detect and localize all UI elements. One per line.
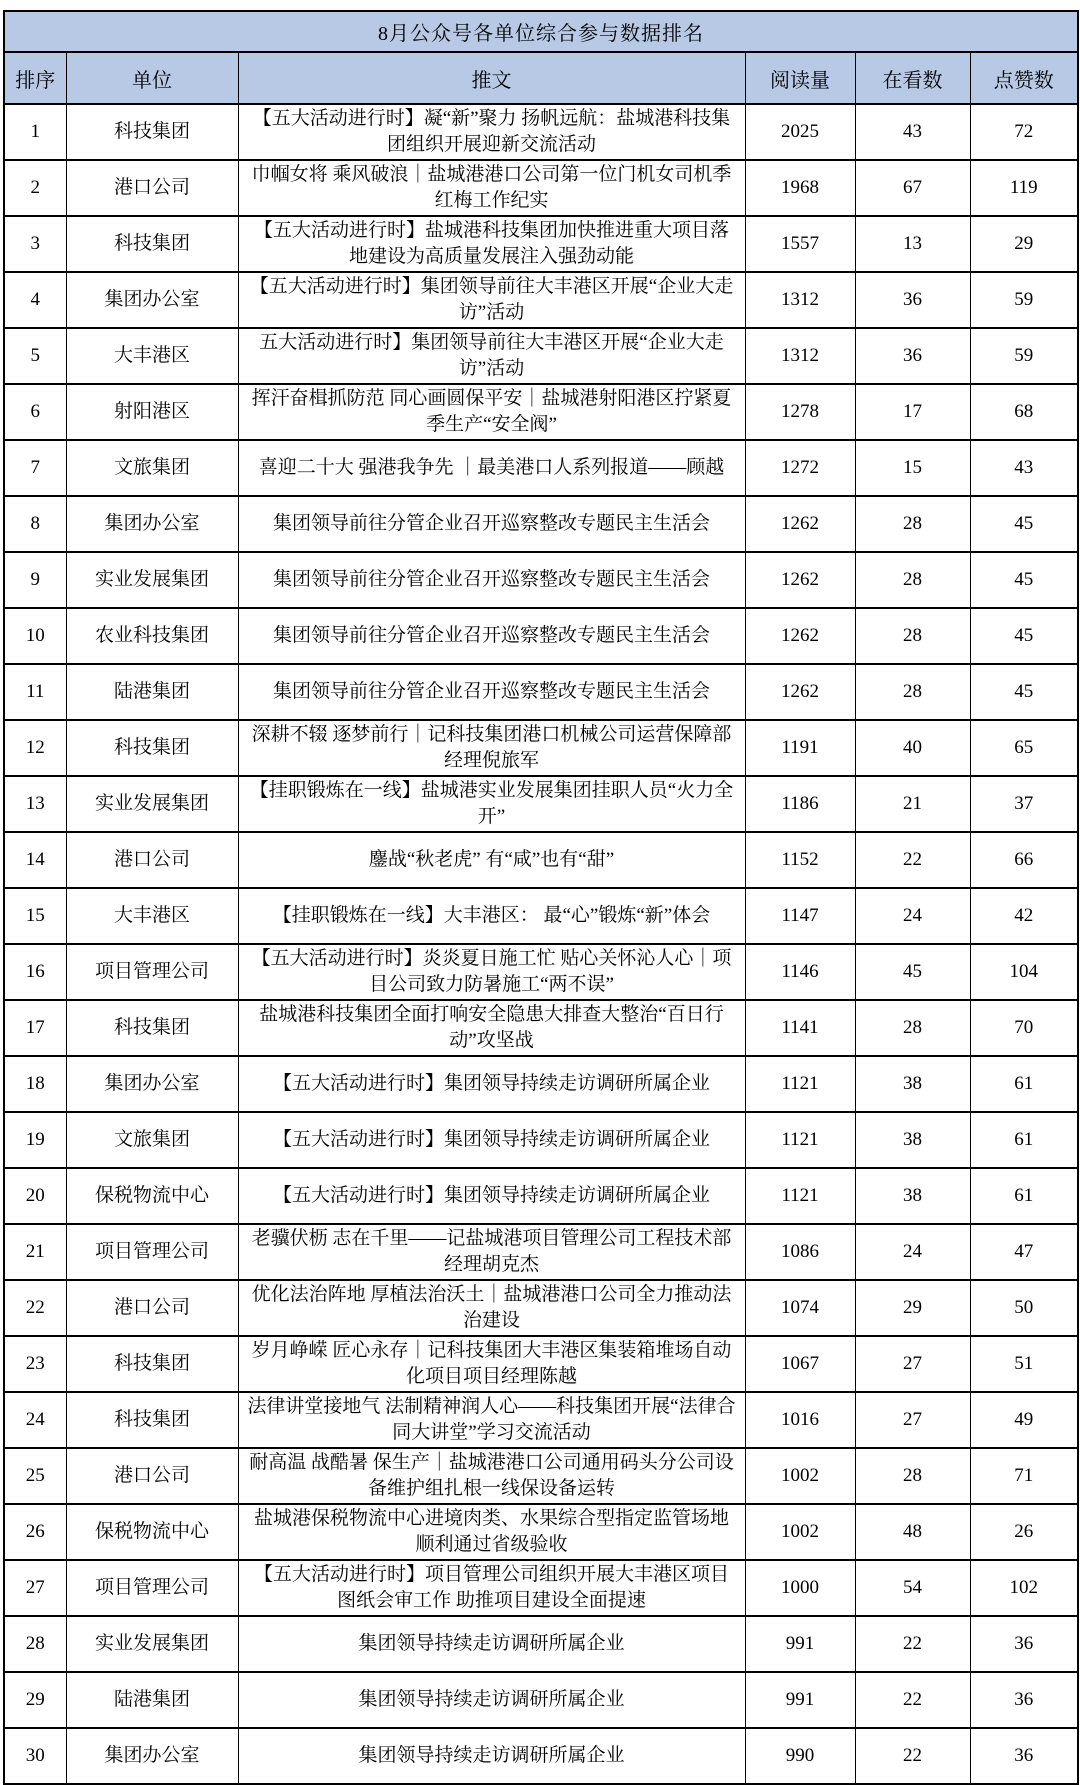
reads-cell: 1086 [745,1224,855,1280]
watching-cell: 29 [855,1280,970,1336]
likes-cell: 68 [970,384,1078,440]
unit-cell: 实业发展集团 [66,776,238,832]
unit-cell: 科技集团 [66,104,238,160]
rank-cell: 26 [4,1504,66,1560]
rank-cell: 24 [4,1392,66,1448]
table-row [4,832,1078,888]
reads-cell: 1968 [745,160,855,216]
table-row [4,272,1078,328]
likes-cell: 61 [970,1056,1078,1112]
likes-cell: 45 [970,608,1078,664]
tweet-cell: 【五大活动进行时】集团领导持续走访调研所属企业 [238,1056,745,1112]
table-row [4,496,1078,552]
tweet-cell: 喜迎二十大 强港我争先 ｜最美港口人系列报道——顾越 [238,440,745,496]
tweet-cell: 集团领导前往分管企业召开巡察整改专题民主生活会 [238,552,745,608]
unit-cell: 陆港集团 [66,664,238,720]
table-row [4,1672,1078,1728]
watching-cell: 67 [855,160,970,216]
watching-cell: 28 [855,496,970,552]
unit-cell: 保税物流中心 [66,1168,238,1224]
likes-cell: 51 [970,1336,1078,1392]
likes-cell: 45 [970,552,1078,608]
likes-cell: 50 [970,1280,1078,1336]
rank-cell: 30 [4,1728,66,1784]
table-row [4,1280,1078,1336]
unit-cell: 实业发展集团 [66,1616,238,1672]
unit-cell: 科技集团 [66,216,238,272]
rank-cell: 20 [4,1168,66,1224]
rank-cell: 27 [4,1560,66,1616]
likes-cell: 29 [970,216,1078,272]
rank-cell: 25 [4,1448,66,1504]
tweet-cell: 集团领导前往分管企业召开巡察整改专题民主生活会 [238,496,745,552]
reads-cell: 1121 [745,1056,855,1112]
unit-cell: 大丰港区 [66,888,238,944]
tweet-cell: 【五大活动进行时】集团领导持续走访调研所属企业 [238,1112,745,1168]
likes-cell: 49 [970,1392,1078,1448]
unit-cell: 文旅集团 [66,1112,238,1168]
watching-cell: 36 [855,328,970,384]
watching-cell: 22 [855,832,970,888]
watching-cell: 22 [855,1728,970,1784]
table-title-row [4,11,1078,52]
table-row [4,664,1078,720]
tweet-cell: 五大活动进行时】集团领导前往大丰港区开展“企业大走访”活动 [238,328,745,384]
rank-cell: 28 [4,1616,66,1672]
watching-cell: 28 [855,1000,970,1056]
tweet-cell: 【五大活动进行时】炎炎夏日施工忙 贴心关怀沁人心｜项目公司致力防暑施工“两不误” [238,944,745,1000]
reads-cell: 1312 [745,328,855,384]
watching-cell: 38 [855,1168,970,1224]
rank-cell: 7 [4,440,66,496]
likes-cell: 71 [970,1448,1078,1504]
rank-cell: 4 [4,272,66,328]
table-row [4,720,1078,776]
likes-cell: 45 [970,664,1078,720]
likes-cell: 119 [970,160,1078,216]
column-header-rank: 排序 [4,52,66,104]
table-row [4,1448,1078,1504]
watching-cell: 28 [855,1448,970,1504]
likes-cell: 72 [970,104,1078,160]
reads-cell: 2025 [745,104,855,160]
likes-cell: 66 [970,832,1078,888]
reads-cell: 1272 [745,440,855,496]
watching-cell: 38 [855,1056,970,1112]
tweet-cell: 深耕不辍 逐梦前行｜记科技集团港口机械公司运营保障部经理倪旅军 [238,720,745,776]
reads-cell: 1191 [745,720,855,776]
unit-cell: 科技集团 [66,1392,238,1448]
tweet-cell: 集团领导持续走访调研所属企业 [238,1728,745,1784]
rank-cell: 14 [4,832,66,888]
rank-cell: 15 [4,888,66,944]
rank-cell: 16 [4,944,66,1000]
tweet-cell: 巾帼女将 乘风破浪｜盐城港港口公司第一位门机女司机季红梅工作纪实 [238,160,745,216]
reads-cell: 1262 [745,552,855,608]
watching-cell: 45 [855,944,970,1000]
likes-cell: 42 [970,888,1078,944]
reads-cell: 1186 [745,776,855,832]
unit-cell: 射阳港区 [66,384,238,440]
table-row [4,104,1078,160]
table-header-row [4,52,1078,104]
watching-cell: 54 [855,1560,970,1616]
column-header-watching: 在看数 [855,52,970,104]
tweet-cell: 【五大活动进行时】集团领导前往大丰港区开展“企业大走访”活动 [238,272,745,328]
rank-cell: 17 [4,1000,66,1056]
table-row [4,552,1078,608]
table-row [4,384,1078,440]
watching-cell: 38 [855,1112,970,1168]
rank-cell: 19 [4,1112,66,1168]
watching-cell: 27 [855,1392,970,1448]
likes-cell: 43 [970,440,1078,496]
likes-cell: 65 [970,720,1078,776]
reads-cell: 1278 [745,384,855,440]
unit-cell: 港口公司 [66,832,238,888]
watching-cell: 43 [855,104,970,160]
unit-cell: 大丰港区 [66,328,238,384]
likes-cell: 45 [970,496,1078,552]
table-title: 8月公众号各单位综合参与数据排名 [4,11,1078,52]
unit-cell: 实业发展集团 [66,552,238,608]
rank-cell: 1 [4,104,66,160]
unit-cell: 科技集团 [66,720,238,776]
reads-cell: 1141 [745,1000,855,1056]
likes-cell: 26 [970,1504,1078,1560]
rank-cell: 12 [4,720,66,776]
likes-cell: 70 [970,1000,1078,1056]
tweet-cell: 盐城港保税物流中心进境肉类、水果综合型指定监管场地顺利通过省级验收 [238,1504,745,1560]
watching-cell: 28 [855,552,970,608]
tweet-cell: 鏖战“秋老虎” 有“咸”也有“甜” [238,832,745,888]
rank-cell: 23 [4,1336,66,1392]
unit-cell: 港口公司 [66,160,238,216]
likes-cell: 59 [970,272,1078,328]
likes-cell: 36 [970,1728,1078,1784]
table-row [4,1224,1078,1280]
tweet-cell: 优化法治阵地 厚植法治沃土｜盐城港港口公司全力推动法治建设 [238,1280,745,1336]
tweet-cell: 挥汗奋楫抓防范 同心画圆保平安｜盐城港射阳港区拧紧夏季生产“安全阀” [238,384,745,440]
unit-cell: 项目管理公司 [66,944,238,1000]
watching-cell: 22 [855,1672,970,1728]
watching-cell: 36 [855,272,970,328]
tweet-cell: 【五大活动进行时】盐城港科技集团加快推进重大项目落地建设为高质量发展注入强劲动能 [238,216,745,272]
reads-cell: 1312 [745,272,855,328]
table-row [4,1560,1078,1616]
table-row [4,440,1078,496]
tweet-cell: 集团领导前往分管企业召开巡察整改专题民主生活会 [238,664,745,720]
tweet-cell: 岁月峥嵘 匠心永存｜记科技集团大丰港区集装箱堆场自动化项目项目经理陈越 [238,1336,745,1392]
tweet-cell: 【五大活动进行时】项目管理公司组织开展大丰港区项目图纸会审工作 助推项目建设全面提速 [238,1560,745,1616]
tweet-cell: 法律讲堂接地气 法制精神润人心——科技集团开展“法律合同大讲堂”学习交流活动 [238,1392,745,1448]
tweet-cell: 集团领导持续走访调研所属企业 [238,1616,745,1672]
likes-cell: 102 [970,1560,1078,1616]
watching-cell: 28 [855,664,970,720]
reads-cell: 1152 [745,832,855,888]
reads-cell: 1121 [745,1112,855,1168]
watching-cell: 24 [855,888,970,944]
reads-cell: 1002 [745,1504,855,1560]
tweet-cell: 集团领导持续走访调研所属企业 [238,1672,745,1728]
unit-cell: 集团办公室 [66,1056,238,1112]
rank-cell: 22 [4,1280,66,1336]
unit-cell: 项目管理公司 [66,1560,238,1616]
rank-cell: 13 [4,776,66,832]
unit-cell: 陆港集团 [66,1672,238,1728]
table-row [4,1168,1078,1224]
reads-cell: 990 [745,1728,855,1784]
table-row [4,1112,1078,1168]
unit-cell: 科技集团 [66,1336,238,1392]
likes-cell: 47 [970,1224,1078,1280]
tweet-cell: 【五大活动进行时】凝“新”聚力 扬帆远航：盐城港科技集团组织开展迎新交流活动 [238,104,745,160]
unit-cell: 集团办公室 [66,272,238,328]
reads-cell: 1000 [745,1560,855,1616]
reads-cell: 1262 [745,664,855,720]
unit-cell: 港口公司 [66,1280,238,1336]
reads-cell: 1067 [745,1336,855,1392]
unit-cell: 集团办公室 [66,1728,238,1784]
table-row [4,1336,1078,1392]
watching-cell: 17 [855,384,970,440]
table-row [4,328,1078,384]
rank-cell: 10 [4,608,66,664]
table-row [4,1056,1078,1112]
table-row [4,160,1078,216]
rank-cell: 5 [4,328,66,384]
reads-cell: 991 [745,1672,855,1728]
column-header-likes: 点赞数 [970,52,1078,104]
likes-cell: 61 [970,1168,1078,1224]
reads-cell: 1074 [745,1280,855,1336]
column-header-reads: 阅读量 [745,52,855,104]
watching-cell: 22 [855,1616,970,1672]
rank-cell: 21 [4,1224,66,1280]
tweet-cell: 【五大活动进行时】集团领导持续走访调研所属企业 [238,1168,745,1224]
tweet-cell: 集团领导前往分管企业召开巡察整改专题民主生活会 [238,608,745,664]
table-row [4,776,1078,832]
watching-cell: 13 [855,216,970,272]
rank-cell: 29 [4,1672,66,1728]
rank-cell: 18 [4,1056,66,1112]
tweet-cell: 耐高温 战酷暑 保生产｜盐城港港口公司通用码头分公司设备维护组扎根一线保设备运转 [238,1448,745,1504]
unit-cell: 保税物流中心 [66,1504,238,1560]
reads-cell: 1016 [745,1392,855,1448]
table-row [4,1728,1078,1784]
rank-cell: 8 [4,496,66,552]
unit-cell: 科技集团 [66,1000,238,1056]
reads-cell: 1557 [745,216,855,272]
watching-cell: 15 [855,440,970,496]
reads-cell: 1262 [745,608,855,664]
unit-cell: 项目管理公司 [66,1224,238,1280]
table-body [4,104,1078,1784]
likes-cell: 36 [970,1672,1078,1728]
table-row [4,608,1078,664]
tweet-cell: 【挂职锻炼在一线】大丰港区： 最“心”锻炼“新”体会 [238,888,745,944]
tweet-cell: 老骥伏枥 志在千里——记盐城港项目管理公司工程技术部经理胡克杰 [238,1224,745,1280]
reads-cell: 1121 [745,1168,855,1224]
unit-cell: 文旅集团 [66,440,238,496]
tweet-cell: 盐城港科技集团全面打响安全隐患大排查大整治“百日行动”攻坚战 [238,1000,745,1056]
table-row [4,944,1078,1000]
likes-cell: 104 [970,944,1078,1000]
rank-cell: 11 [4,664,66,720]
rank-cell: 2 [4,160,66,216]
reads-cell: 1146 [745,944,855,1000]
ranking-table [3,10,1079,1785]
column-header-unit: 单位 [66,52,238,104]
column-header-tweet: 推文 [238,52,745,104]
likes-cell: 61 [970,1112,1078,1168]
reads-cell: 1262 [745,496,855,552]
unit-cell: 港口公司 [66,1448,238,1504]
table-row [4,888,1078,944]
reads-cell: 1002 [745,1448,855,1504]
likes-cell: 59 [970,328,1078,384]
watching-cell: 21 [855,776,970,832]
likes-cell: 37 [970,776,1078,832]
tweet-cell: 【挂职锻炼在一线】盐城港实业发展集团挂职人员“火力全开” [238,776,745,832]
reads-cell: 1147 [745,888,855,944]
table-row [4,1392,1078,1448]
unit-cell: 农业科技集团 [66,608,238,664]
watching-cell: 24 [855,1224,970,1280]
table-row [4,1504,1078,1560]
watching-cell: 48 [855,1504,970,1560]
likes-cell: 36 [970,1616,1078,1672]
watching-cell: 40 [855,720,970,776]
watching-cell: 27 [855,1336,970,1392]
unit-cell: 集团办公室 [66,496,238,552]
table-row [4,216,1078,272]
rank-cell: 6 [4,384,66,440]
rank-cell: 9 [4,552,66,608]
table-row [4,1000,1078,1056]
reads-cell: 991 [745,1616,855,1672]
watching-cell: 28 [855,608,970,664]
table-row [4,1616,1078,1672]
rank-cell: 3 [4,216,66,272]
